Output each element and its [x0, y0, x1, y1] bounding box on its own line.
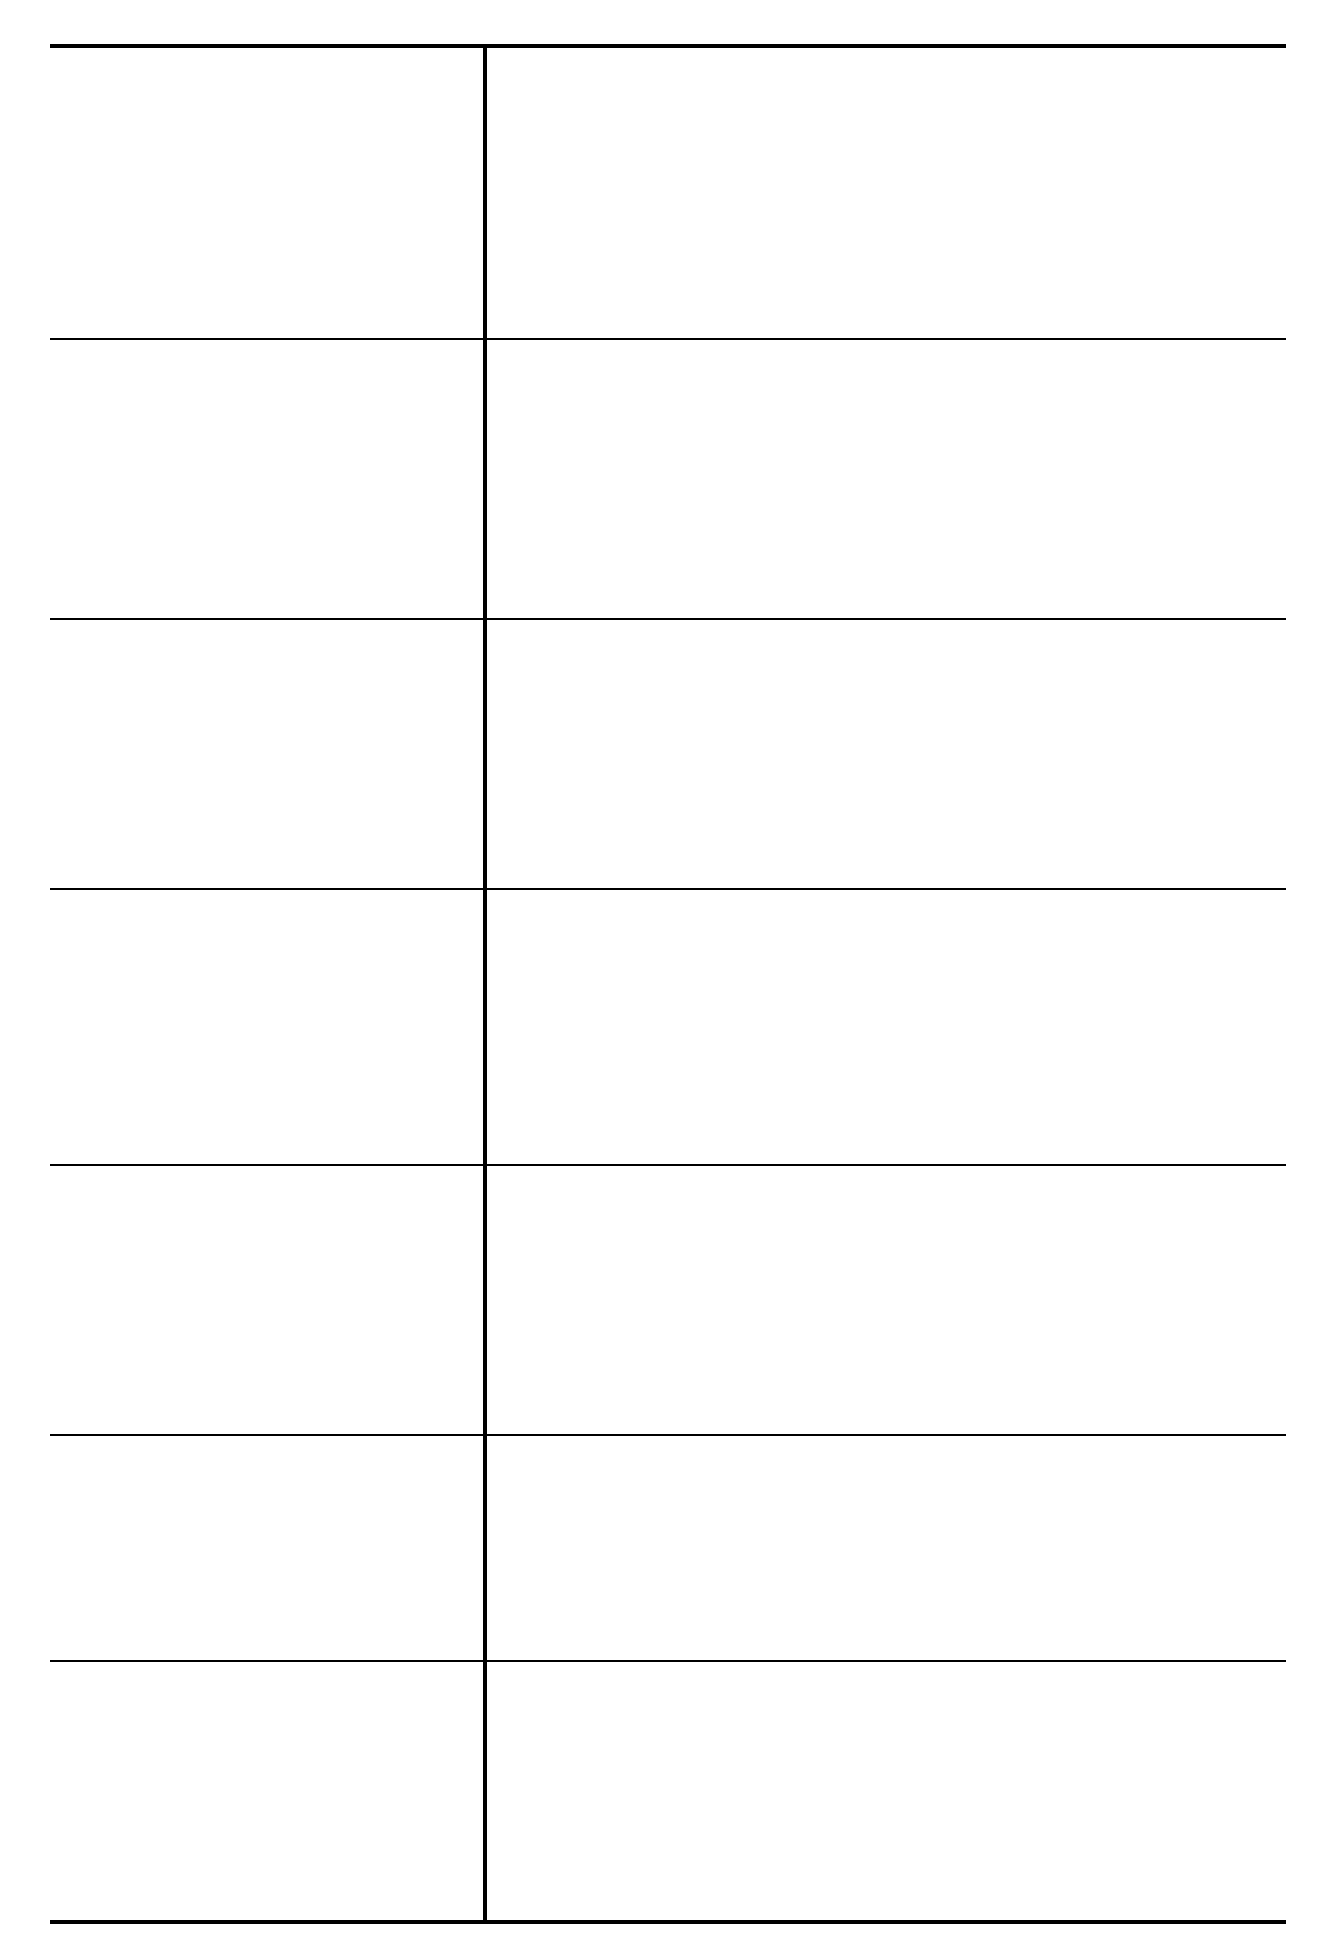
column-separator-4	[50, 1164, 1286, 1166]
row-separator	[483, 44, 487, 1924]
top-cell-col6	[56, 52, 476, 334]
cell-col1-adopted-article	[492, 1666, 1282, 1916]
table-bottom-border	[50, 1920, 1286, 1924]
cell-col6-executive-explanation	[492, 52, 1282, 334]
column-separator-5	[50, 1434, 1286, 1436]
cell-col2-proposed-article	[492, 1440, 1282, 1656]
table-top-border	[50, 44, 1286, 48]
column-separator-2	[50, 618, 1286, 620]
cell-col3-gao-proposal	[492, 1170, 1282, 1430]
column-separator-1	[50, 338, 1286, 340]
column-separator-6	[50, 1660, 1286, 1662]
cell-col5-current-article	[492, 344, 1282, 614]
column-separator-3	[50, 888, 1286, 890]
cell-col4-xu-proposal	[492, 894, 1282, 1160]
cell-col4-blank	[492, 624, 1282, 884]
